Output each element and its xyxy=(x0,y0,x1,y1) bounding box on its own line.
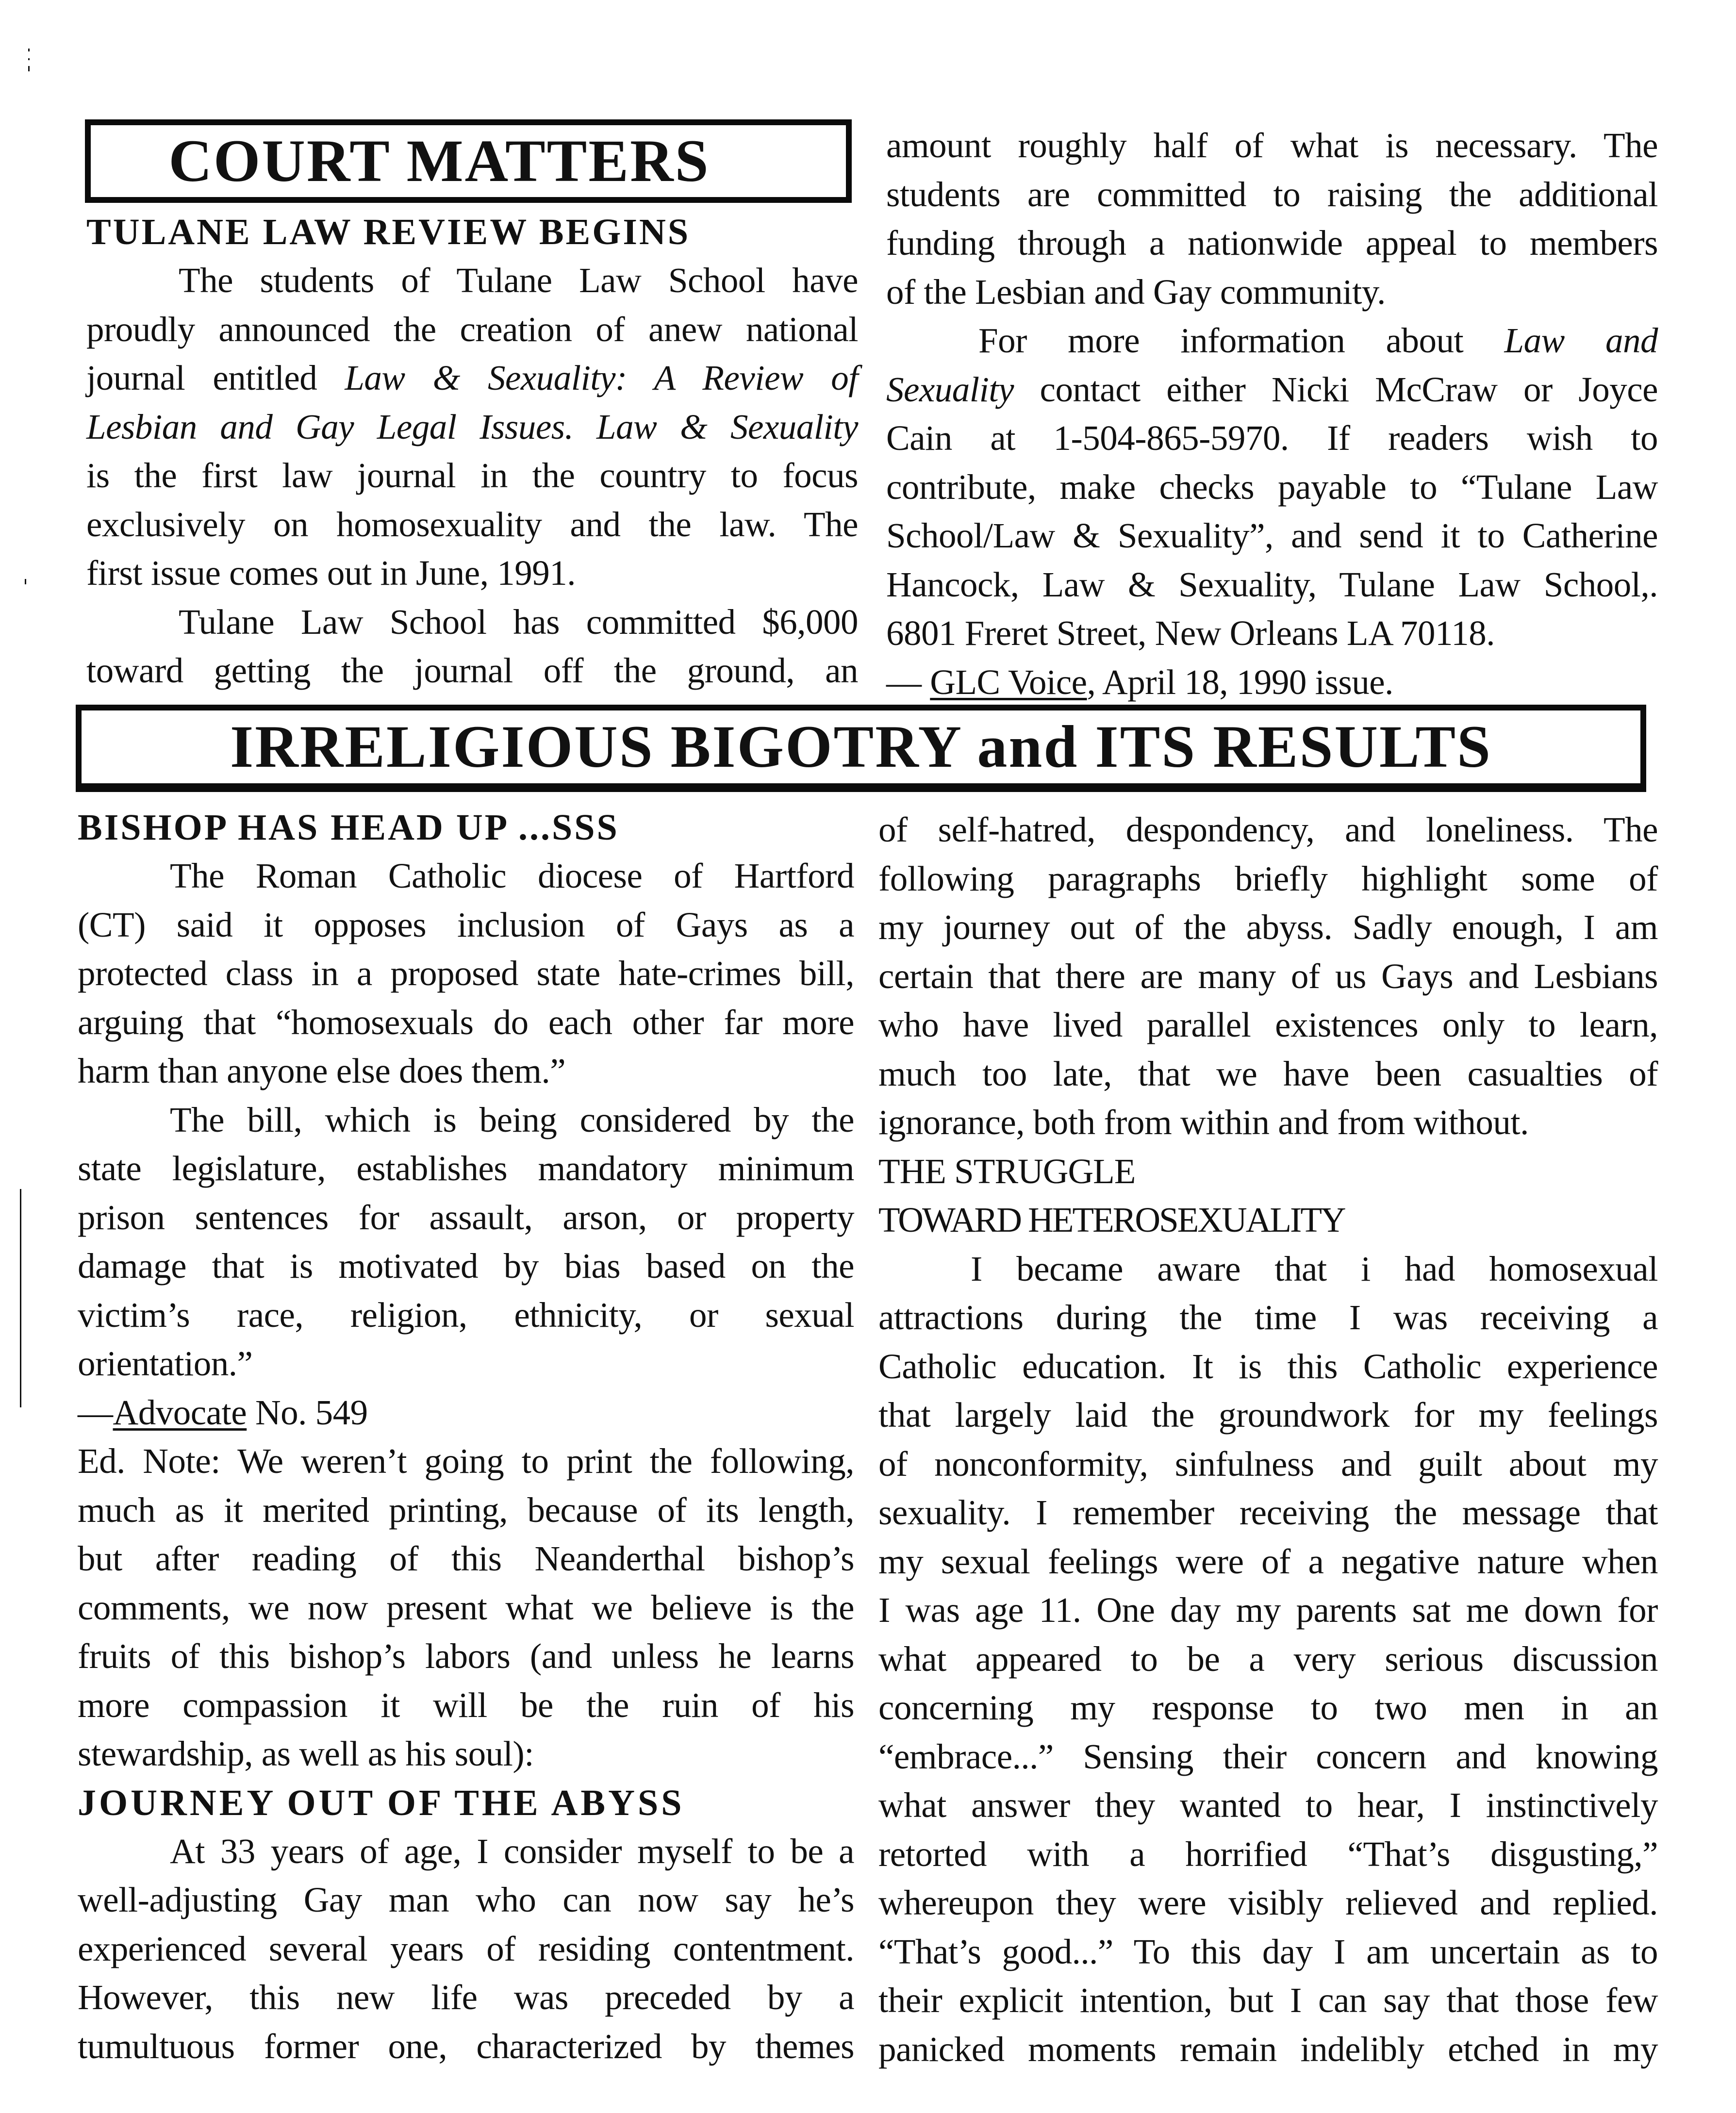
source-citation xyxy=(886,658,1658,707)
text-line: (CT) said it opposes inclusion of Gays as a xyxy=(78,905,854,944)
text-line: certain that there are many of us Gays and Lesbians xyxy=(878,956,1658,996)
text-line: Catholic education. It is this Catholic experience xyxy=(878,1346,1658,1386)
text-line: retorted with a horrified “That’s disgusting,” xyxy=(878,1834,1658,1874)
source-publication: Advocate xyxy=(113,1392,247,1432)
scan-mark xyxy=(20,1189,21,1407)
text-line: I was age 11. One day my parents sat me down for xyxy=(878,1590,1658,1630)
text-fragment: contact either Nicki McCraw or Joyce xyxy=(1040,369,1658,409)
scan-mark xyxy=(28,49,30,51)
court-matters-right-column xyxy=(886,121,1658,707)
scan-mark xyxy=(28,58,30,60)
text-line: The students of Tulane Law School have xyxy=(179,261,858,300)
text-line: However, this new life was preceded by a xyxy=(78,1978,854,2017)
section-title-text: COURT MATTERS xyxy=(168,128,710,194)
text-line: exclusively on homosexuality and the law. The xyxy=(86,504,858,544)
text-line: harm than anyone else does them.” xyxy=(78,1051,566,1090)
text-line xyxy=(886,365,1658,414)
source-issue: No. 549 xyxy=(247,1392,368,1432)
text-line: who have lived parallel existences only to learn, xyxy=(878,1005,1658,1044)
scan-mark xyxy=(25,579,26,584)
ed-note-line: much as it merited printing, because of its length, xyxy=(78,1490,854,1530)
text-line: protected class in a proposed state hate-crimes bill, xyxy=(78,954,854,993)
text-line: funding through a nationwide appeal to members xyxy=(886,223,1658,263)
text-line: experienced several years of residing contentment. xyxy=(78,1929,854,1968)
text-line: what answer they wanted to hear, I instinctively xyxy=(878,1785,1658,1825)
text-line: orientation.” xyxy=(78,1344,253,1383)
text-line: The Roman Catholic diocese of Hartford xyxy=(170,856,854,895)
text-line: concerning my response to two men in an xyxy=(878,1688,1658,1727)
article-headline: BISHOP HAS HEAD UP ...SSS xyxy=(78,807,619,848)
section-title-court-matters xyxy=(85,119,852,203)
journal-title: Law and xyxy=(1504,321,1658,360)
em-dash: — xyxy=(78,1392,113,1432)
text-line: panicked moments remain indelibly etched in my xyxy=(878,2029,1658,2069)
text-line: arguing that “homosexuals do each other far more xyxy=(78,1002,854,1042)
ed-note-line: fruits of this bishop’s labors (and unless he learns xyxy=(78,1636,854,1676)
text-line: tumultuous former one, characterized by themes xyxy=(78,2026,854,2066)
text-line: Tulane Law School has committed $6,000 xyxy=(179,602,858,642)
text-line xyxy=(86,354,858,403)
text-line: my sexual feelings were of a negative nature when xyxy=(878,1541,1658,1581)
text-line: whereupon they were visibly relieved and replied. xyxy=(878,1883,1658,1922)
text-line: of the Lesbian and Gay community. xyxy=(886,272,1386,312)
journal-title: Lesbian and Gay Legal Issues. Law & Sexuality xyxy=(86,407,858,446)
text-line: following paragraphs briefly highlight some of xyxy=(878,858,1658,898)
em-dash: — xyxy=(886,662,930,702)
ed-note-line: stewardship, as well as his soul): xyxy=(78,1734,534,1773)
text-line: contribute, make checks payable to “Tulane Law xyxy=(886,467,1658,507)
text-line: what appeared to be a very serious discussion xyxy=(878,1639,1658,1679)
text-line xyxy=(886,316,1658,365)
text-fragment: For more information about xyxy=(978,321,1505,360)
text-fragment: journal entitled xyxy=(86,358,345,397)
text-line: “embrace...” Sensing their concern and knowing xyxy=(878,1736,1658,1776)
text-line xyxy=(86,403,858,452)
ed-note-line: comments, we now present what we believe is the xyxy=(78,1587,854,1627)
text-line: attractions during the time I was receiving a xyxy=(878,1298,1658,1337)
text-line: At 33 years of age, I consider myself to be a xyxy=(170,1831,854,1871)
text-line: Hancock, Law & Sexuality, Tulane Law School,. xyxy=(886,564,1658,604)
ed-note-line: but after reading of this Neanderthal bishop’s xyxy=(78,1539,854,1578)
text-line: The bill, which is being considered by the xyxy=(170,1100,854,1139)
ed-note-line: Ed. Note: We weren’t going to print the following, xyxy=(78,1441,854,1481)
text-line: victim’s race, religion, ethnicity, or sexual xyxy=(78,1295,854,1335)
journal-title: Law & Sexuality: A Review of xyxy=(345,358,858,397)
subheading: TOWARD HETEROSEXUALITY xyxy=(878,1200,1345,1239)
source-date: , April 18, 1990 issue. xyxy=(1087,662,1393,702)
text-line: students are committed to raising the additional xyxy=(886,174,1658,214)
text-line: my journey out of the abyss. Sadly enough, I am xyxy=(878,908,1658,947)
journal-title: Sexuality xyxy=(886,369,1014,409)
text-line: toward getting the journal off the ground, an xyxy=(86,651,858,690)
text-line: of self-hatred, despondency, and loneliness. The xyxy=(878,810,1658,849)
text-line: much too late, that we have been casualties of xyxy=(878,1054,1658,1093)
text-line: well-adjusting Gay man who can now say he’s xyxy=(78,1880,854,1919)
text-line: School/Law & Sexuality”, and send it to Catherine xyxy=(886,516,1658,555)
text-line: their explicit intention, but I can say that those few xyxy=(878,1981,1658,2020)
court-matters-left-column xyxy=(86,208,858,695)
text-line: that largely laid the groundwork for my feelings xyxy=(878,1395,1658,1435)
irreligious-right-column xyxy=(878,806,1658,2074)
text-line: is the first law journal in the country to focus xyxy=(86,456,858,495)
text-line: amount roughly half of what is necessary. The xyxy=(886,126,1658,165)
text-line: I became aware that i had homosexual xyxy=(971,1249,1658,1288)
text-line: damage that is motivated by bias based on the xyxy=(78,1246,854,1286)
scan-mark xyxy=(28,66,30,71)
text-line: Cain at 1-504-865-5970. If readers wish to xyxy=(886,418,1658,458)
section-title-irreligious-bigotry xyxy=(76,705,1646,792)
source-publication: GLC Voice xyxy=(930,662,1087,702)
text-line: state legislature, establishes mandatory minimum xyxy=(78,1149,854,1188)
text-line: prison sentences for assault, arson, or property xyxy=(78,1197,854,1237)
text-line: first issue comes out in June, 1991. xyxy=(86,553,576,593)
text-line: of nonconformity, sinfulness and guilt about my xyxy=(878,1444,1658,1484)
text-line: sexuality. I remember receiving the message that xyxy=(878,1493,1658,1532)
subheading: THE STRUGGLE xyxy=(878,1151,1136,1191)
ed-note-line: more compassion it will be the ruin of his xyxy=(78,1685,854,1725)
text-line: ignorance, both from within and from without. xyxy=(878,1103,1529,1142)
source-citation xyxy=(78,1388,854,1437)
article-headline: JOURNEY OUT OF THE ABYSS xyxy=(78,1782,685,1823)
article-headline: TULANE LAW REVIEW BEGINS xyxy=(86,212,691,252)
text-line: 6801 Freret Street, New Orleans LA 70118. xyxy=(886,613,1495,653)
section-title-text: IRRELIGIOUS BIGOTRY and ITS RESULTS xyxy=(230,713,1492,780)
irreligious-left-column xyxy=(78,803,854,2071)
text-line: proudly announced the creation of anew national xyxy=(86,309,858,349)
text-line: “That’s good...” To this day I am uncertain as to xyxy=(878,1931,1658,1971)
